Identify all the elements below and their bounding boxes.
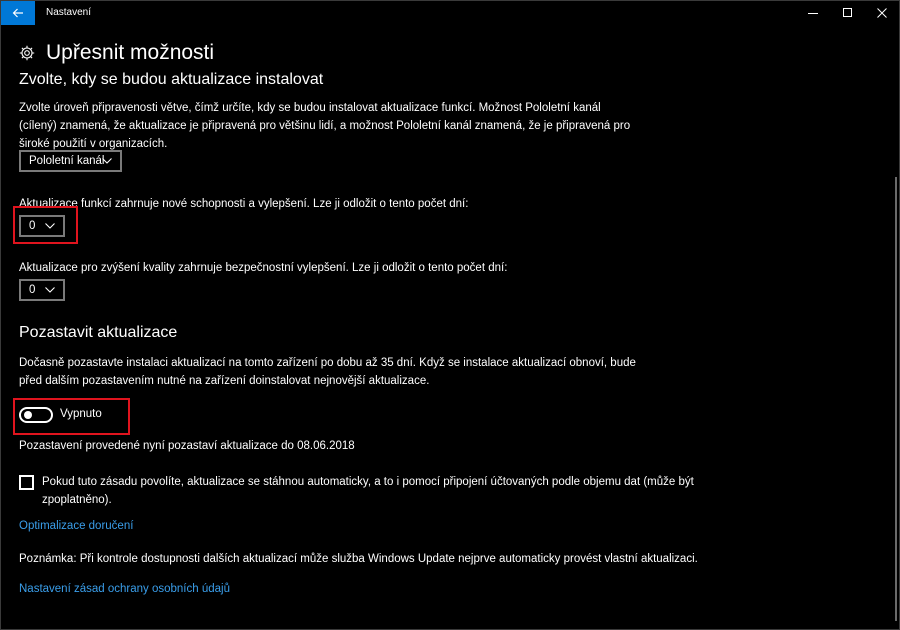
quality-updates-label: Aktualizace pro zvýšení kvality zahrnuje bezpečnostní vylepšení. Lze ji odložit o tento počet dní: xyxy=(19,262,508,274)
chevron-down-icon xyxy=(102,158,112,164)
close-icon xyxy=(877,8,887,18)
pause-section-heading: Pozastavit aktualizace xyxy=(19,324,178,341)
title-bar xyxy=(1,1,899,25)
dropdown-value: 0 xyxy=(29,284,36,296)
description-line: Dočasně pozastavte instalaci aktualizací na tomto zařízení po dobu až 35 dní. Když se instalace aktualizací obnoví, bude xyxy=(19,357,636,369)
close-button[interactable] xyxy=(865,1,899,25)
description-line: Zvolte úroveň připravenosti větve, čímž určíte, kdy se budou instalovat aktualizace funkcí. Možnost Pololetní kanál xyxy=(19,102,601,114)
back-button[interactable] xyxy=(1,1,35,25)
back-arrow-icon xyxy=(12,8,24,18)
page-title: Upřesnit možnosti xyxy=(46,41,215,64)
pause-description xyxy=(19,354,636,390)
minimize-button[interactable] xyxy=(796,1,830,25)
gear-icon xyxy=(19,45,35,61)
description-line: (cílený) znamená, že aktualizace je připravená pro většinu lidí, a možnost Pololetní kanál znamená, že je připravená pro xyxy=(19,120,631,132)
metered-connection-label xyxy=(42,473,694,509)
minimize-icon xyxy=(808,8,818,18)
install-section-heading: Zvolte, kdy se budou aktualizace instalovat xyxy=(19,71,324,88)
chevron-down-icon xyxy=(45,223,55,229)
install-description xyxy=(19,99,630,153)
dropdown-value: 0 xyxy=(29,220,36,232)
description-line: široké použití v organizacích. xyxy=(19,138,168,150)
app-title: Nastavení xyxy=(46,7,92,18)
pause-updates-toggle[interactable] xyxy=(19,407,53,423)
metered-connection-checkbox[interactable] xyxy=(19,475,34,490)
pause-until-info: Pozastavení provedené nyní pozastaví aktualizace do 08.06.2018 xyxy=(19,440,355,452)
label-line: zpoplatněno). xyxy=(42,494,112,506)
maximize-icon xyxy=(843,8,853,18)
toggle-state-label: Vypnuto xyxy=(60,408,102,420)
chevron-down-icon xyxy=(45,287,55,293)
scrollbar[interactable] xyxy=(895,177,897,621)
privacy-settings-link[interactable]: Nastavení zásad ochrany osobních údajů xyxy=(19,583,230,595)
maximize-button[interactable] xyxy=(831,1,865,25)
toggle-knob xyxy=(24,411,32,419)
windows-update-note: Poznámka: Při kontrole dostupnosti dalších aktualizací může služba Windows Update nejprve automaticky provést vlastní aktualizaci. xyxy=(19,553,698,565)
label-line: Pokud tuto zásadu povolíte, aktualizace se stáhnou automaticky, a to i pomocí připojení účtovaných podle objemu dat (může být xyxy=(42,476,694,488)
delivery-optimization-link[interactable]: Optimalizace doručení xyxy=(19,520,134,532)
quality-updates-deferral-dropdown[interactable] xyxy=(19,279,65,301)
feature-updates-deferral-dropdown[interactable] xyxy=(19,215,65,237)
feature-updates-label: Aktualizace funkcí zahrnuje nové schopnosti a vylepšení. Lze ji odložit o tento počet dní: xyxy=(19,198,469,210)
dropdown-value: Pololetní kanál xyxy=(29,155,105,167)
branch-readiness-dropdown[interactable] xyxy=(19,150,122,172)
description-line: před dalším pozastavením nutné na zařízení doinstalovat nejnovější aktualizace. xyxy=(19,375,430,387)
